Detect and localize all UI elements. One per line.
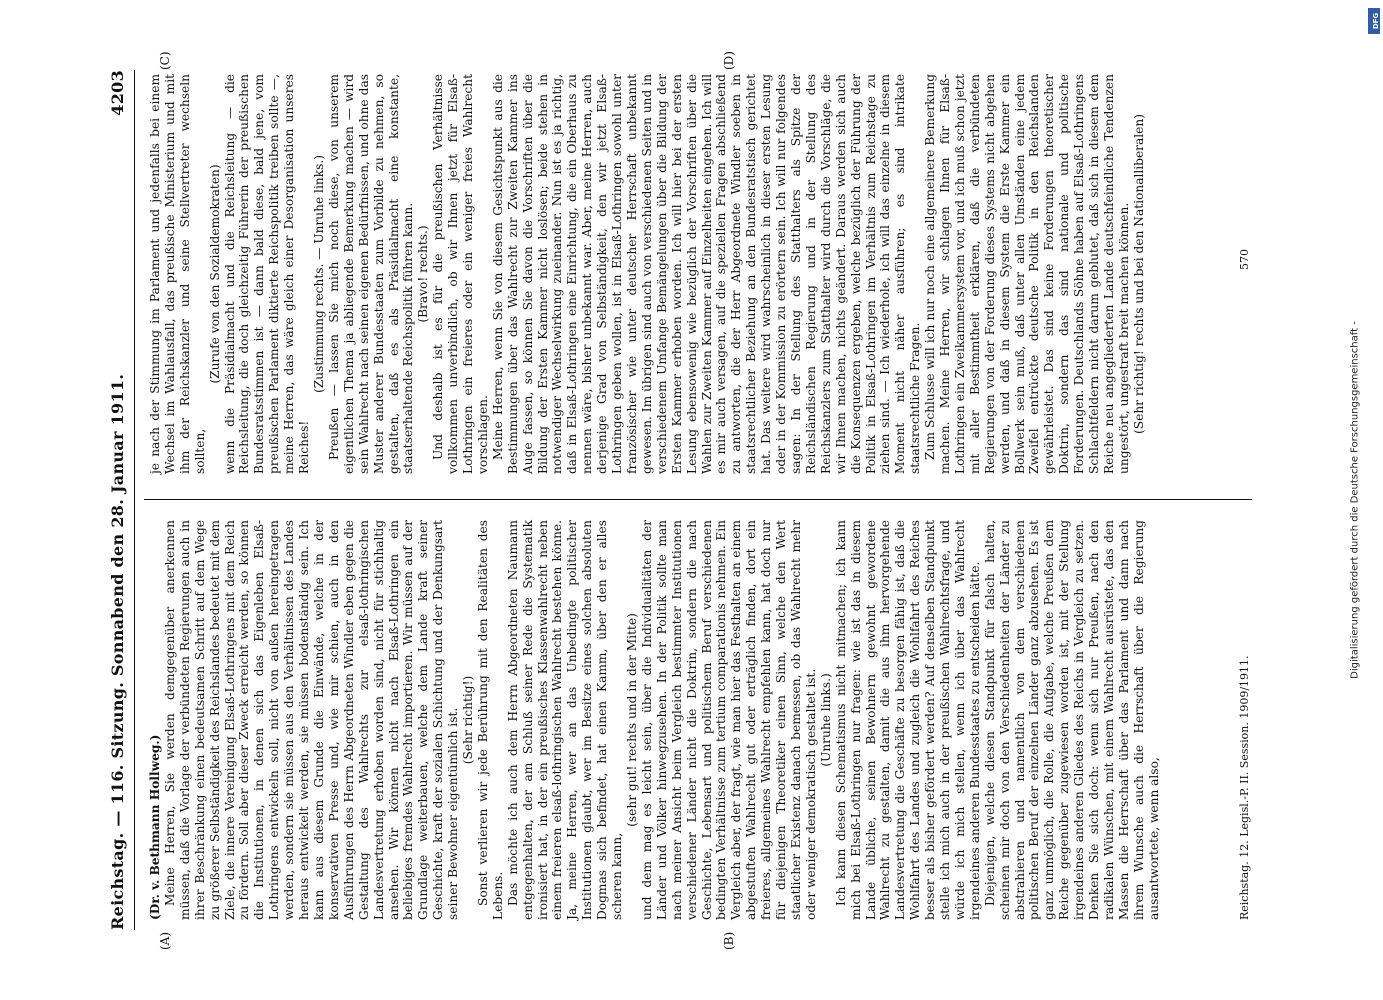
dfg-logo-text: DFG [1372,12,1381,30]
paragraph: Das möchte ich auch dem Herrn Abgeordneten Naumann entgegenhalten, der am Schluß seiner Rede die Systematik ironisiert hat, in der ein preußisches Klassenwahlrecht neben einem freieren elsaß-lothringischen Wahlrecht bestehen könne. Ja, meine Herren, wer an das Unbedingte politischer Institutionen glaubt, wer im Besitze eines solchen absoluten Dogmas sich befindet, hat einen Kamm, über den er alles scheren kann, [505,520,624,920]
paragraph: Zum Schlusse will ich nur noch eine allgemeinere Bemerkung machen. Meine Herren, wir schlagen Ihnen für Elsaß-Lothringen ein Zweikammersystem vor, und ich muß schon jetzt mit aller Bestimmtheit erklären, daß die verbündeten Regierungen von der Forderung dieses Systems nicht abgehen werden, und daß in diesem System die Erste Kammer ein Bollwerk sein muß, daß unter allen Umständen eine jedem Zweifel entrückte deutsche Politik in den Reichslanden gewährleistet. Das sind keine Forderungen theoretischer Doktrin, sondern das sind nationale und politische Forderungen. Deutschlands Söhne haben auf Elsaß-Lothringens Schlachtfeldern nicht darum geblutet, daß sich in diesem dem Reiche neu angegliederten Lande deutschfeindliche Tendenzen ungestört, ungestraft breit machen können. [922,74,1131,474]
rotated-page [72,30,1312,970]
header-rule [134,70,135,930]
paragraph: wenn die Präsidialmacht und die Reichsleitung — die Reichsleitung, die doch gleichzeitig Führerin der preußischen Bundesratsstimmen ist — dann bald diese, bald jene, vom preußischen Parlament diktierte Reichspolitik treiben sollte —, meine Herren, das wäre gleich einer Desorganisation unseres Reiches! [222,74,311,474]
dfg-logo [1368,8,1380,34]
margin-marker-a: (A) [157,931,172,950]
margin-marker-c: (C) [157,51,172,70]
digitization-credit-text: Digitalisierung gefördert durch die Deutsche Forschungsgemeinschaft - [1349,321,1361,679]
interjection: (Sehr richtig!) [460,675,475,765]
interjection: (Bravo! rechts.) [415,225,430,323]
column-divider [144,499,1252,500]
right-column [148,74,1147,474]
paragraph: und dem mag es leicht sein, über die Individualitäten der Länder und Völker hinwegzusehen. In der Politik sollte man nach meiner Ansicht beim Vergleich bestimmter Institutionen verschiedener Länder nicht die Doktrin, sondern die nach Geschichte, Lebensart und politischem Beruf verschiedenen bedingten Verhältnisse zum tertium comparationis nehmen. Ein Vergleich aber, der fragt, wie man hier das Festhalten an einem abgestuften Wahlrecht gut oder erträglich finden, dort ein freieres, allgemeines Wahlrecht empfehlen kann, hat doch nur für diejenigen Theoretiker einen Sinn, welche den Wert staatlicher Existenz danach bemessen, ob das Wahlrecht mehr oder weniger demokratisch gestaltet ist. [639,520,818,920]
margin-marker-d: (D) [721,51,736,70]
footer-sheet-number: 570 [1237,249,1251,270]
interjection: (Sehr richtig! rechts und bei den Nationalliberalen) [1131,114,1146,434]
paragraph: Preußen — lassen Sie mich noch diese, von unserem eigentlichen Thema ja abliegende Bemerkung machen — wird sein Wahlrecht nach seinen eigenen Bedürfnissen, und ohne das Muster anderer Bundesstaaten zum Vorbilde zu nehmen, so gestalten, daß es als Präsidialmacht eine konstante, staatserhaltende Reichspolitik führen kann. [326,74,415,474]
footer-session: Reichstag. 12. Legisl.-P. II. Session. 1909/1911. [1237,655,1251,920]
paragraph: Meine Herren, wenn Sie von diesem Gesichtspunkt aus die Bestimmungen über das Wahlrecht zur Zweiten Kammer ins Auge fassen, so können Sie davon die Vorschriften über die Bildung der Ersten Kammer nicht loslösen; beide stehen in notwendiger Wechselwirkung zueinander. Nun ist es ja richtig, daß in Elsaß-Lothringen eine Einrichtung, die ein Oberhaus zu nennen wäre, bisher unbekannt war. Aber, meine Herren, auch derjenige Grad von Selbständigkeit, den wir jetzt Elsaß-Lothringen geben wollen, ist in Elsaß-Lothringen sowohl unter französischer wie unter deutscher Herrschaft unbekannt gewesen. Im übrigen sind auch von verschiedenen Seiten und in verschiedenem Umfange Bemängelungen über die Bildung der Ersten Kammer erhoben worden. Ich will hier bei der ersten Lesung ebensowenig wie bezüglich der Vorschriften über die Wahlen zur Zweiten Kammer auf Einzelheiten eingehen. Ich will es mir auch versagen, auf die speziellen Fragen abschließend zu antworten, die der Herr Abgeordnete Windler soeben in staatsrechtlicher Beziehung an den Bundesratstisch gerichtet hat. Das weitere wird wahrscheinlich in dieser ersten Lesung oder in der Kommission zu erörtern sein. Ich will nur folgendes sagen: In der Stellung des Statthalters als Spitze der Reichsländischen Regierung und in der Stellung des Reichskanzlers zum Statthalter wird durch die Vorschläge, die wir Ihnen machen, nichts geändert. Daraus werden sich auch die Konsequenzen ergeben, welche bezüglich der Führung der Politik in Elsaß-Lothringen im Verhältnis zum Reichstage zu ziehen sind. — Ich wiederhole, ich will das einzelne in diesem Moment nicht näher ausführen; es sind intrikate staatsrechtliche Fragen. [490,74,922,474]
interjection: (Zurufe von den Sozialdemokraten) [207,164,222,384]
paragraph: Ich kann diesen Schematismus nicht mitmachen; ich kann mich bei Elsaß-Lothringen nur fragen: wie ist das in diesem Lande übliche, seinen Bewohnern gewohnt gewordene Wahlrecht zu gestalten, damit die aus ihm hervorgehende Landesvertretung die Geschäfte zu besorgen fähig ist, daß die Wohlfahrt des Landes und zugleich die Wohlfahrt des Reiches besser als bisher gefördert werden? Auf denselben Standpunkt stelle ich mich auch in der preußischen Wahlrechtsfrage, und würde ich mich stellen, wenn ich über das Wahlrecht irgendeines anderen Bundesstaates zu entscheiden hätte. [833,520,982,920]
page-number: 4203 [107,70,127,116]
paragraph: je nach der Stimmung im Parlament und jedenfalls bei einem Wechsel im Wahlausfall, das preußische Ministerium und mit ihm der Reichskanzler und seine Stellvertreter wechseln sollten, [147,74,207,474]
speaker-intro: (Dr. v. Bethmann Hollweg.) [147,734,162,920]
page-title: Reichstag. — 116. Sitzung. Sonnabend den 28. Januar 1911. [107,373,127,930]
paragraph: Und deshalb ist es für die preußischen Verhältnisse vollkommen unverbindlich, ob wir Ihnen jetzt für Elsaß-Lothringen ein freieres oder ein weniger freies Wahlrecht vorschlagen. [430,74,490,474]
left-column [148,520,1162,920]
paragraph: Diejenigen, welche diesen Standpunkt für falsch halten, scheinen mir doch von den Verschiedenheiten der Länder zu abstrahieren und namentlich von dem verschiedenen politischen Beruf der einzelnen Länder ganz abzusehen. Es ist ganz unmöglich, die Rolle, die Aufgabe, welche Preußen dem Reiche gegenüber zugewiesen worden ist, mit der Stellung irgendeines anderen Gliedes des Reichs in Vergleich zu setzen. Denken Sie sich doch: wenn sich nur Preußen, nach den radikalen Wünschen, mit einem Wahlrecht ausrüstete, das den Massen die Herrschaft über das Parlament und dann nach ihrem Wunsche auch die Herrschaft über die Regierung ausantwortete, wenn also, [982,520,1161,920]
paragraph: Meine Herren, Sie werden demgegenüber anerkennen müssen, daß die Vorlage der verbündeten Regierungen auch in ihrer Beschränkung einen bedeutsamen Schritt auf dem Wege zu größerer Selbständigkeit des Reichslandes bedeutet mit dem Ziele, die innere Vereinigung Elsaß-Lothringens mit dem Reich zu fördern. Soll aber dieser Zweck erreicht werden, so können die Institutionen, in denen sich das Eigenleben Elsaß-Lothringens entwickeln soll, nicht von außen hereingetragen werden, sondern sie müssen aus den Verhältnissen des Landes heraus entwickelt werden, sie müssen bodenständig sein. Ich kann aus diesem Grunde die Einwände, welche in der konservativen Presse und, wie mir schien, auch in den Ausführungen des Herrn Abgeordneten Windler eben gegen die Gestaltung des Wahlrechts zur elsaß-lothringischen Landesvertretung erhoben worden sind, nicht für stichhaltig ansehen. Wir können nicht nach Elsaß-Lothringen ein beliebiges fremdes Wahlrecht importieren. Wir müssen auf der Grundlage weiterbauen, welche dem Lande kraft seiner Geschichte, kraft der sozialen Schichtung und der Denkungsart seiner Bewohner eigentümlich ist. [162,520,460,920]
margin-marker-b: (B) [721,931,736,950]
interjection: (Zustimmung rechts. — Unruhe links.) [311,155,326,393]
interjection: (Unruhe links.) [818,673,833,767]
interjection: (sehr gut! rechts und in der Mitte) [624,613,639,827]
paragraph: Sonst verlieren wir jede Berührung mit den Realitäten des Lebens. [475,520,505,920]
